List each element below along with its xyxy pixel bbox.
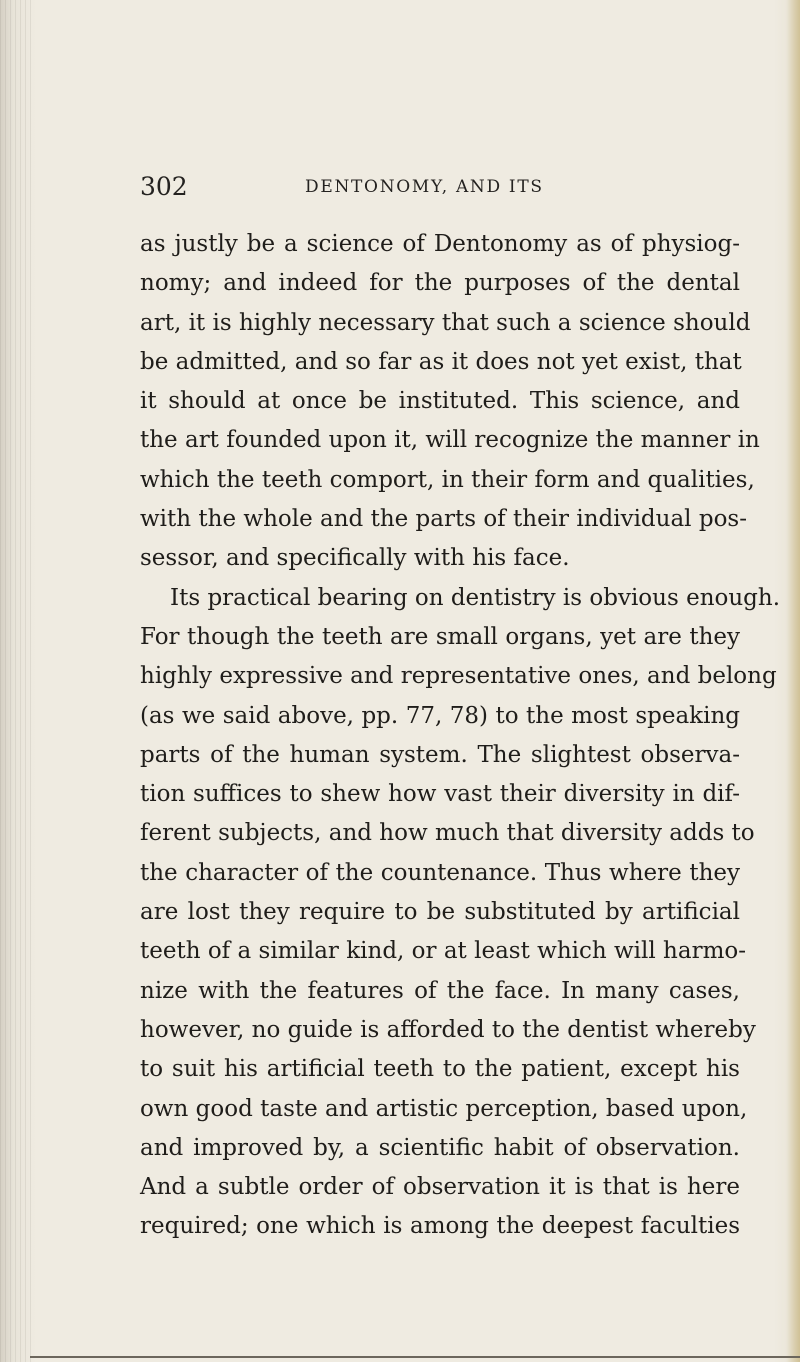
paragraph-start-line: Its practical bearing on dentistry is obvious enough.: [170, 584, 781, 611]
running-head: DENTONOMY, AND ITS: [305, 177, 544, 197]
page-number: 302: [140, 172, 188, 201]
text-line: which the teeth comport, in their form and qualities,: [140, 466, 755, 493]
text-line: teeth of a similar kind, or at least which will harmo-: [140, 938, 747, 965]
text-line: it should at once be instituted. This science, and: [140, 388, 740, 415]
text-line: tion suffices to shew how vast their diversity in dif-: [140, 781, 740, 808]
text-line: art, it is highly necessary that such a science should: [140, 309, 751, 336]
text-line: as justly be a science of Dentonomy as of physiog-: [140, 231, 740, 257]
text-line: the art founded upon it, will recognize the manner in: [140, 427, 760, 454]
text-line: own good taste and artistic perception, based upon,: [140, 1095, 748, 1122]
text-line: to suit his artificial teeth to the patient, except his: [140, 1056, 740, 1083]
text-line: with the whole and the parts of their individual pos-: [140, 506, 747, 533]
text-line: sessor, and specifically with his face.: [140, 545, 570, 572]
text-line: however, no guide is afforded to the dentist whereby: [140, 1016, 756, 1043]
text-line: (as we said above, pp. 77, 78) to the most speaking: [140, 702, 740, 729]
text-line: For though the teeth are small organs, yet are they: [140, 623, 740, 650]
text-line: ferent subjects, and how much that diversity adds to: [140, 820, 755, 847]
body-text: [140, 225, 781, 1247]
text-line: the character of the countenance. Thus where they: [140, 859, 740, 886]
page-bottom-edge: [30, 1356, 800, 1358]
text-line: required; one which is among the deepest faculties: [140, 1213, 740, 1240]
text-line: nize with the features of the face. In many cases,: [140, 977, 740, 1004]
text-line: and improved by, a scientific habit of observation.: [140, 1134, 740, 1161]
text-line: highly expressive and representative ones, and belong: [140, 663, 777, 690]
text-line: nomy; and indeed for the purposes of the dental: [140, 270, 740, 297]
page-header: [0, 172, 800, 212]
text-line: are lost they require to be substituted by artificial: [140, 899, 740, 926]
text-line: And a subtle order of observation it is that is here: [140, 1174, 740, 1201]
text-line: parts of the human system. The slightest observa-: [140, 741, 740, 768]
text-line: be admitted, and so far as it does not yet exist, that: [140, 348, 742, 375]
